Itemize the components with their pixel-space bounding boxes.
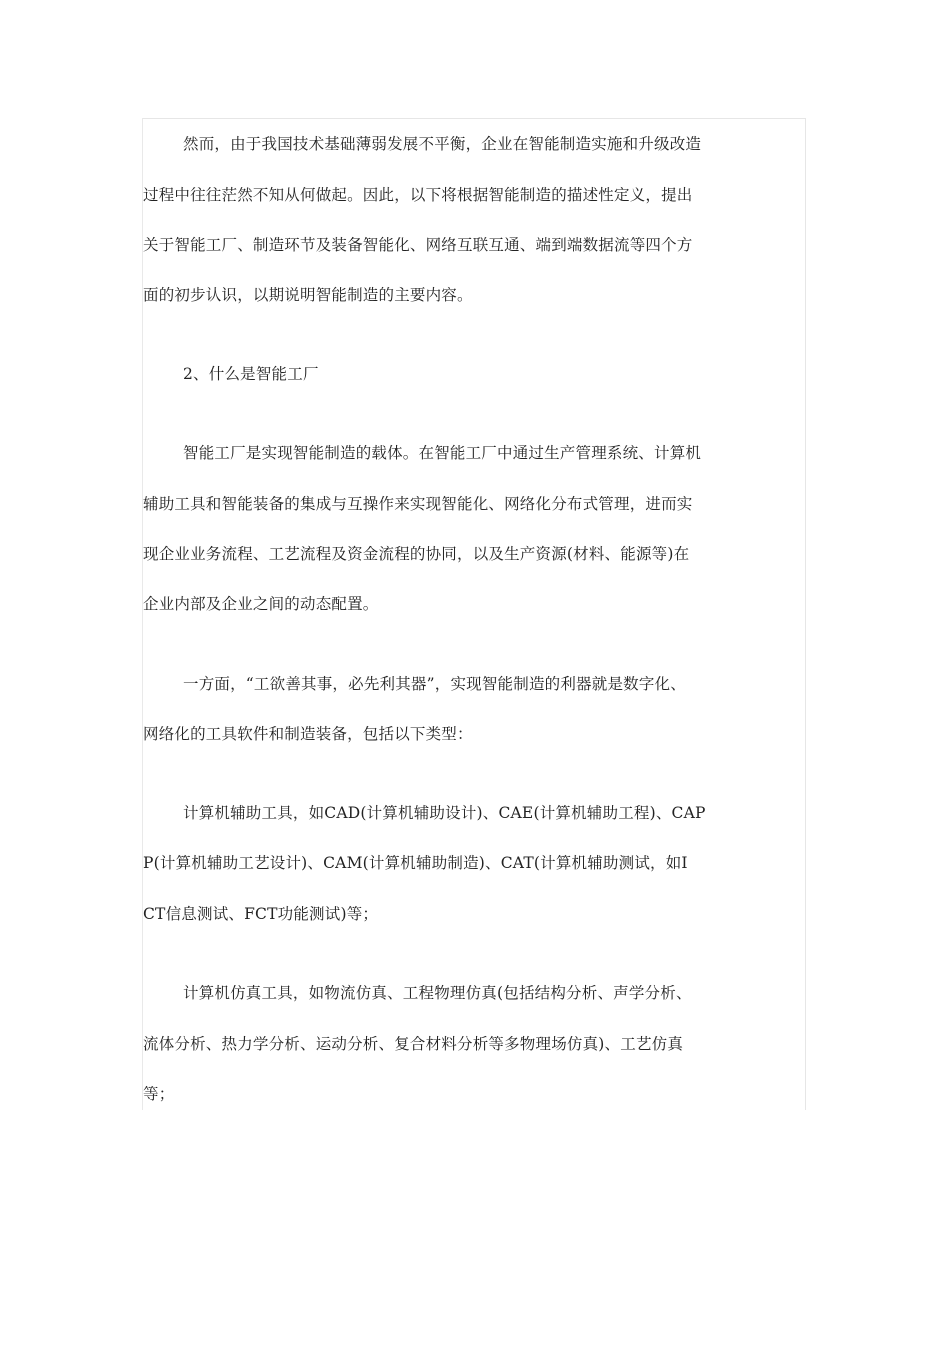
paragraph-2-line-3: 现企业业务流程、工艺流程及资金流程的协同，以及生产资源(材料、能源等)在 [143, 545, 690, 563]
paragraph-4-line-2: P(计算机辅助工艺设计)、CAM(计算机辅助制造)、CAT(计算机辅助测试，如I [143, 854, 688, 872]
paragraph-4-line-1: 计算机辅助工具，如CAD(计算机辅助设计)、CAE(计算机辅助工程)、CAP [183, 804, 706, 822]
paragraph-2-line-2: 辅助工具和智能装备的集成与互操作来实现智能化、网络化分布式管理，进而实 [143, 495, 693, 513]
paragraph-2-line-4: 企业内部及企业之间的动态配置。 [143, 595, 379, 613]
paragraph-4-line-3: CT信息测试、FCT功能测试)等； [143, 905, 379, 923]
paragraph-1-line-3: 关于智能工厂、制造环节及装备智能化、网络互联互通、端到端数据流等四个方 [143, 236, 693, 254]
section-heading: 2、什么是智能工厂 [183, 365, 319, 383]
paragraph-5-line-1: 计算机仿真工具，如物流仿真、工程物理仿真(包括结构分析、声学分析、 [183, 984, 692, 1002]
paragraph-1-line-1: 然而，由于我国技术基础薄弱发展不平衡，企业在智能制造实施和升级改造 [183, 135, 702, 153]
page-frame [142, 118, 806, 1110]
paragraph-3-line-1: 一方面，“工欲善其事，必先利其器”，实现智能制造的利器就是数字化、 [183, 675, 686, 693]
paragraph-1-line-4: 面的初步认识，以期说明智能制造的主要内容。 [143, 286, 473, 304]
paragraph-5-line-3: 等； [143, 1085, 175, 1103]
paragraph-3-line-2: 网络化的工具软件和制造装备，包括以下类型： [143, 725, 473, 743]
paragraph-1-line-2: 过程中往往茫然不知从何做起。因此，以下将根据智能制造的描述性定义，提出 [143, 186, 693, 204]
paragraph-2-line-1: 智能工厂是实现智能制造的载体。在智能工厂中通过生产管理系统、计算机 [183, 444, 702, 462]
paragraph-5-line-2: 流体分析、热力学分析、运动分析、复合材料分析等多物理场仿真)、工艺仿真 [143, 1035, 684, 1053]
